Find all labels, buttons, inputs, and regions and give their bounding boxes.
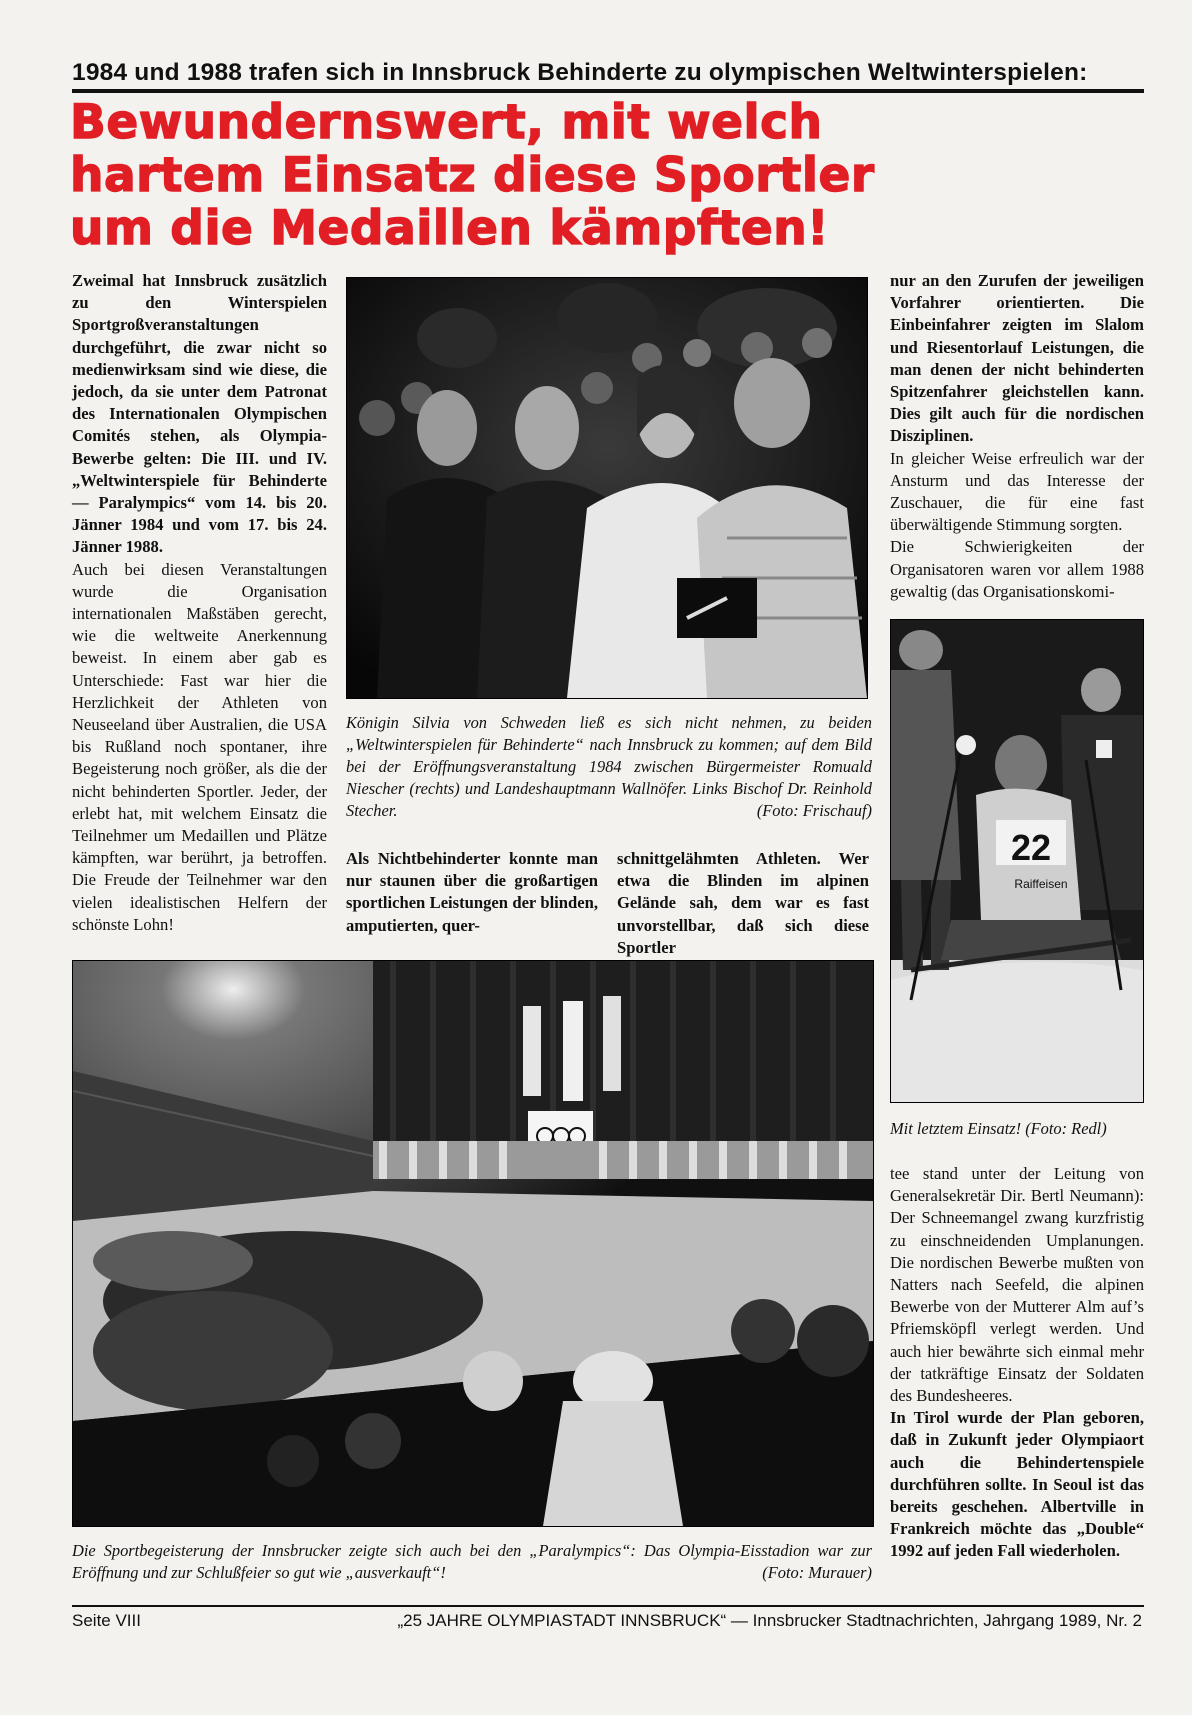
page-number: Seite VIII <box>72 1611 141 1630</box>
article-body-4: tee stand unter der Leitung von Generalsekretär Dir. Bertl Neumann): Der Schneemangel zwang kurzfristig zu einschneidenden Umplanungen. Die nordischen Bewerbe mußten von Natters nach Seefeld, die alpinen Bewerbe von der Mutterer Alm auf’s Pfriemsköpfl verlegt werden. Und auch hier bewährte sich einmal mehr der tatkräftige Einsatz der Soldaten des Bundesheeres. <box>890 1164 1144 1406</box>
top-rule <box>72 89 1144 93</box>
article-column-2a: Als Nichtbehinderter konnte man nur staunen über die großartigen sportlichen Leistungen der blinden, amputierten, quer- <box>346 849 598 935</box>
headline-line-3: um die Medaillen kämpften! <box>70 201 830 256</box>
headline-line-1: Bewundernswert, mit welch <box>70 95 823 150</box>
article-body-3-p2: Die Schwierigkeiten der Organisatoren waren vor allem 1988 gewaltig (das Organisationskomi- <box>890 537 1144 601</box>
article-column-2b: schnittgelähmten Athleten. Wer etwa die Blinden im alpinen Gelände sah, dem war es fast unvorstellbar, daß sich diese Sportler <box>617 849 869 957</box>
article-body-1: Auch bei diesen Veranstaltungen wurde die Organisation internationalen Maßstäben gerecht, wie die weltweite Anerkennung beweist. In einem aber gab es Unterschiede: Fast war hier die Herzlichkeit der Athleten von Neuseeland über Australien, die USA bis Rußland noch spontaner, ihre Begeisterung noch größer, als die der nicht behinderten Sportler. Jeder, der erlebt hat, mit welchem Einsatz die Teilnehmer um Medaillen und Plätze kämpften, war berührt, ja betroffen. Die Freude der Teilnehmer war den vielen idealistischen Helfern der schönste Lohn! <box>72 559 327 934</box>
bib-number: 22 <box>1010 827 1052 868</box>
article-body-4-bold: In Tirol wurde der Plan geboren, daß in Zukunft jeder Olympiaort auch die Behindertenspiele durchführen sollte. In Seoul ist das bereits geschehen. Albertville in Frankreich möchte das „Double“ 1992 auf jeden Fall wiederholen. <box>890 1408 1144 1561</box>
article-column-3 <box>890 270 1144 603</box>
photo-credit-3: (Foto: Murauer) <box>762 1563 872 1582</box>
article-column-4 <box>890 1163 1144 1563</box>
photo-stadium-caption <box>72 1540 872 1584</box>
photo-sit-skier <box>890 619 1144 1103</box>
photo-dignitaries-caption <box>346 712 872 822</box>
footer-rule <box>72 1605 1144 1607</box>
photo-stadium <box>72 960 874 1527</box>
caption-text-3: Die Sportbegeisterung der Innsbrucker zeigte sich auch bei den „Paralympics“: Das Olympia-Eisstadion war zur Eröffnung und zur Schlußfeier so gut wie „ausverkauft“! <box>72 1541 872 1582</box>
article-column-1 <box>72 270 327 936</box>
headline-line-2: hartem Einsatz diese Sportler <box>70 148 875 203</box>
photo-sit-skier-caption: Mit letztem Einsatz! (Foto: Redl) <box>890 1119 1107 1138</box>
article-body-3-p1: In gleicher Weise erfreulich war der Ansturm und das Interesse der Zuschauer, die für eine fast überwältigende Stimmung sorgten. <box>890 448 1144 535</box>
headline <box>70 96 1150 255</box>
publication-line: „25 JAHRE OLYMPIASTADT INNSBRUCK“ — Innsbrucker Stadtnachrichten, Jahrgang 1989, Nr. 2 <box>397 1611 1142 1630</box>
article-lead: Zweimal hat Innsbruck zusätzlich zu den Winterspielen Sportgroßveranstaltungen durchgeführt, die zwar nicht so medienwirksam sind wie diese, die jedoch, da sie unter dem Patronat des Internationalen Olympischen Comités stehen, als Olympia-Bewerbe gelten: Die III. und IV. „Weltwinterspiele für Behinderte — Paralympics“ vom 14. bis 20. Jänner 1984 und vom 17. bis 24. Jänner 1988. <box>72 271 327 557</box>
caption-text-1: Königin Silvia von Schweden ließ es sich nicht nehmen, zu beiden „Weltwinterspielen für Behinderte“ nach Innsbruck zu kommen; auf dem Bild bei der Eröffnungsveranstaltung 1984 zwischen Bürgermeister Romuald Niescher (rechts) und Landeshauptmann Wallnöfer. Links Bischof Dr. Reinhold Stecher. <box>346 713 872 820</box>
kicker: 1984 und 1988 trafen sich in Innsbruck Behinderte zu olympischen Weltwinterspielen: <box>72 59 1088 86</box>
article-body-3-bold: nur an den Zurufen der jeweiligen Vorfahrer orientierten. Die Einbeinfahrer zeigten im Slalom und Riesentorlauf Leistungen, die man denen der nicht behinderten Spitzenfahrer gleichstellen kann. Dies gilt auch für die nordischen Disziplinen. <box>890 271 1144 446</box>
photo-dignitaries <box>346 277 868 699</box>
bib-sponsor: Raiffeisen <box>1014 877 1068 891</box>
photo-credit-1: (Foto: Frischauf) <box>756 801 872 820</box>
